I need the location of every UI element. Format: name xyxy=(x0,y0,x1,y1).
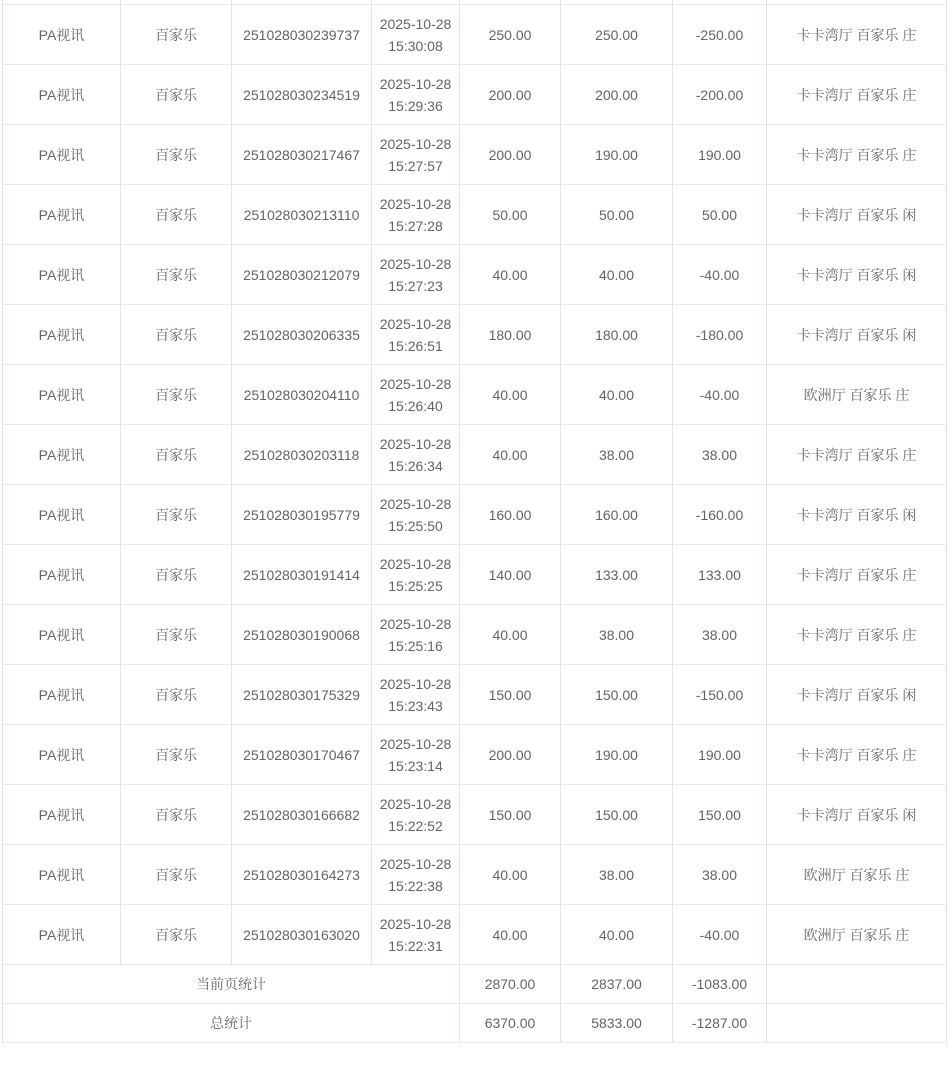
table-row xyxy=(3,545,947,605)
cell-bet-time: 2025-10-28 15:27:28 xyxy=(372,185,460,245)
cell-platform: PA视讯 xyxy=(3,485,121,545)
cell-table-info: 卡卡湾厅 百家乐 闲 xyxy=(767,785,947,845)
cell-bet-amount: 40.00 xyxy=(460,845,561,905)
cell-order-number: 251028030212079 xyxy=(232,245,372,305)
table-row xyxy=(3,725,947,785)
cell-table-info: 卡卡湾厅 百家乐 庄 xyxy=(767,5,947,65)
cell-order-number: 251028030234519 xyxy=(232,65,372,125)
cell-order-number: 251028030164273 xyxy=(232,845,372,905)
cell-order-number: 251028030191414 xyxy=(232,545,372,605)
cell-order-number: 251028030217467 xyxy=(232,125,372,185)
cell-game: 百家乐 xyxy=(121,125,232,185)
cell-order-number: 251028030175329 xyxy=(232,665,372,725)
cell-bet-amount: 40.00 xyxy=(460,245,561,305)
cell-platform: PA视讯 xyxy=(3,665,121,725)
cell-bet-time: 2025-10-28 15:27:23 xyxy=(372,245,460,305)
cell-order-number: 251028030204110 xyxy=(232,365,372,425)
cell-bet-time: 2025-10-28 15:29:36 xyxy=(372,65,460,125)
summary-label: 总统计 xyxy=(3,1004,460,1043)
table-row xyxy=(3,125,947,185)
cell-win-loss: 38.00 xyxy=(673,845,767,905)
table-row xyxy=(3,605,947,665)
cell-bet-amount: 40.00 xyxy=(460,365,561,425)
cell-valid-amount: 250.00 xyxy=(561,5,673,65)
cell-order-number: 251028030239737 xyxy=(232,5,372,65)
cell-bet-time: 2025-10-28 15:22:31 xyxy=(372,905,460,965)
summary-bet-amount: 6370.00 xyxy=(460,1004,561,1043)
cell-game: 百家乐 xyxy=(121,605,232,665)
cell-valid-amount: 40.00 xyxy=(561,905,673,965)
cell-game: 百家乐 xyxy=(121,785,232,845)
cell-bet-amount: 200.00 xyxy=(460,65,561,125)
cell-valid-amount: 133.00 xyxy=(561,545,673,605)
cell-bet-time: 2025-10-28 15:22:38 xyxy=(372,845,460,905)
cell-game: 百家乐 xyxy=(121,905,232,965)
cell-win-loss: -180.00 xyxy=(673,305,767,365)
summary-empty-cell xyxy=(767,965,947,1004)
summary-win-loss: -1083.00 xyxy=(673,965,767,1004)
cell-bet-time: 2025-10-28 15:27:57 xyxy=(372,125,460,185)
cell-win-loss: 38.00 xyxy=(673,425,767,485)
table-body xyxy=(3,0,947,965)
cell-win-loss: 50.00 xyxy=(673,185,767,245)
cell-platform: PA视讯 xyxy=(3,185,121,245)
cell-order-number: 251028030166682 xyxy=(232,785,372,845)
cell-order-number: 251028030195779 xyxy=(232,485,372,545)
cell-platform: PA视讯 xyxy=(3,545,121,605)
cell-game: 百家乐 xyxy=(121,425,232,485)
summary-win-loss: -1287.00 xyxy=(673,1004,767,1043)
cell-platform: PA视讯 xyxy=(3,845,121,905)
cell-valid-amount: 150.00 xyxy=(561,665,673,725)
cell-table-info: 卡卡湾厅 百家乐 闲 xyxy=(767,305,947,365)
cell-bet-time: 2025-10-28 15:23:43 xyxy=(372,665,460,725)
table-row xyxy=(3,905,947,965)
cell-table-info: 卡卡湾厅 百家乐 庄 xyxy=(767,725,947,785)
cell-platform: PA视讯 xyxy=(3,785,121,845)
cell-valid-amount: 180.00 xyxy=(561,305,673,365)
cell-table-info: 欧洲厅 百家乐 庄 xyxy=(767,905,947,965)
cell-bet-amount: 150.00 xyxy=(460,785,561,845)
cell-game: 百家乐 xyxy=(121,725,232,785)
cell-bet-time: 2025-10-28 15:22:52 xyxy=(372,785,460,845)
cell-win-loss: -250.00 xyxy=(673,5,767,65)
cell-table-info: 卡卡湾厅 百家乐 闲 xyxy=(767,245,947,305)
cell-platform: PA视讯 xyxy=(3,905,121,965)
cell-bet-amount: 250.00 xyxy=(460,5,561,65)
cell-game: 百家乐 xyxy=(121,65,232,125)
cell-platform: PA视讯 xyxy=(3,65,121,125)
cell-platform: PA视讯 xyxy=(3,125,121,185)
table-row xyxy=(3,305,947,365)
current-page-summary-row xyxy=(3,965,947,1004)
cell-valid-amount: 50.00 xyxy=(561,185,673,245)
cell-table-info: 欧洲厅 百家乐 庄 xyxy=(767,845,947,905)
cell-game: 百家乐 xyxy=(121,185,232,245)
cell-win-loss: -150.00 xyxy=(673,665,767,725)
cell-win-loss: 38.00 xyxy=(673,605,767,665)
cell-bet-time: 2025-10-28 15:30:08 xyxy=(372,5,460,65)
cell-bet-time: 2025-10-28 15:26:34 xyxy=(372,425,460,485)
cell-valid-amount: 38.00 xyxy=(561,605,673,665)
table-row xyxy=(3,365,947,425)
cell-table-info: 卡卡湾厅 百家乐 闲 xyxy=(767,665,947,725)
cell-platform: PA视讯 xyxy=(3,245,121,305)
cell-bet-time: 2025-10-28 15:23:14 xyxy=(372,725,460,785)
cell-win-loss: -40.00 xyxy=(673,905,767,965)
cell-win-loss: 190.00 xyxy=(673,125,767,185)
cell-platform: PA视讯 xyxy=(3,725,121,785)
cell-valid-amount: 38.00 xyxy=(561,845,673,905)
cell-game: 百家乐 xyxy=(121,245,232,305)
table-row xyxy=(3,485,947,545)
cell-bet-amount: 40.00 xyxy=(460,905,561,965)
cell-win-loss: -40.00 xyxy=(673,245,767,305)
cell-valid-amount: 40.00 xyxy=(561,245,673,305)
cell-table-info: 卡卡湾厅 百家乐 庄 xyxy=(767,125,947,185)
cell-win-loss: -160.00 xyxy=(673,485,767,545)
cell-bet-amount: 40.00 xyxy=(460,605,561,665)
summary-valid-amount: 2837.00 xyxy=(561,965,673,1004)
cell-bet-amount: 200.00 xyxy=(460,725,561,785)
cell-valid-amount: 190.00 xyxy=(561,125,673,185)
cell-bet-time: 2025-10-28 15:26:40 xyxy=(372,365,460,425)
cell-game: 百家乐 xyxy=(121,845,232,905)
cell-valid-amount: 150.00 xyxy=(561,785,673,845)
cell-platform: PA视讯 xyxy=(3,5,121,65)
cell-bet-amount: 180.00 xyxy=(460,305,561,365)
table-footer xyxy=(3,965,947,1043)
cell-platform: PA视讯 xyxy=(3,425,121,485)
cell-bet-time: 2025-10-28 15:26:51 xyxy=(372,305,460,365)
summary-bet-amount: 2870.00 xyxy=(460,965,561,1004)
cell-table-info: 卡卡湾厅 百家乐 闲 xyxy=(767,485,947,545)
cell-game: 百家乐 xyxy=(121,5,232,65)
cell-bet-amount: 40.00 xyxy=(460,425,561,485)
cell-order-number: 251028030163020 xyxy=(232,905,372,965)
table-row xyxy=(3,5,947,65)
cell-win-loss: 150.00 xyxy=(673,785,767,845)
cell-platform: PA视讯 xyxy=(3,365,121,425)
cell-game: 百家乐 xyxy=(121,665,232,725)
cell-table-info: 卡卡湾厅 百家乐 庄 xyxy=(767,545,947,605)
table-row xyxy=(3,665,947,725)
table-row xyxy=(3,245,947,305)
cell-game: 百家乐 xyxy=(121,485,232,545)
cell-bet-amount: 160.00 xyxy=(460,485,561,545)
cell-bet-amount: 140.00 xyxy=(460,545,561,605)
cell-valid-amount: 190.00 xyxy=(561,725,673,785)
table-row xyxy=(3,185,947,245)
cell-table-info: 卡卡湾厅 百家乐 闲 xyxy=(767,185,947,245)
table-row xyxy=(3,785,947,845)
cell-bet-time: 2025-10-28 15:25:16 xyxy=(372,605,460,665)
summary-valid-amount: 5833.00 xyxy=(561,1004,673,1043)
cell-table-info: 卡卡湾厅 百家乐 庄 xyxy=(767,605,947,665)
cell-table-info: 卡卡湾厅 百家乐 庄 xyxy=(767,65,947,125)
cell-valid-amount: 160.00 xyxy=(561,485,673,545)
summary-label: 当前页统计 xyxy=(3,965,460,1004)
cell-valid-amount: 40.00 xyxy=(561,365,673,425)
table-row xyxy=(3,845,947,905)
cell-game: 百家乐 xyxy=(121,305,232,365)
cell-win-loss: -200.00 xyxy=(673,65,767,125)
cell-bet-amount: 150.00 xyxy=(460,665,561,725)
cell-order-number: 251028030170467 xyxy=(232,725,372,785)
cell-bet-time: 2025-10-28 15:25:25 xyxy=(372,545,460,605)
cell-game: 百家乐 xyxy=(121,545,232,605)
cell-bet-amount: 200.00 xyxy=(460,125,561,185)
cell-win-loss: -40.00 xyxy=(673,365,767,425)
total-summary-row xyxy=(3,1004,947,1043)
cell-platform: PA视讯 xyxy=(3,305,121,365)
cell-valid-amount: 200.00 xyxy=(561,65,673,125)
cell-order-number: 251028030206335 xyxy=(232,305,372,365)
cell-platform: PA视讯 xyxy=(3,605,121,665)
bet-records-table xyxy=(2,0,947,1043)
cell-valid-amount: 38.00 xyxy=(561,425,673,485)
cell-table-info: 欧洲厅 百家乐 庄 xyxy=(767,365,947,425)
cell-win-loss: 133.00 xyxy=(673,545,767,605)
table-row xyxy=(3,65,947,125)
cell-order-number: 251028030203118 xyxy=(232,425,372,485)
cell-order-number: 251028030213110 xyxy=(232,185,372,245)
summary-empty-cell xyxy=(767,1004,947,1043)
cell-bet-time: 2025-10-28 15:25:50 xyxy=(372,485,460,545)
cell-bet-amount: 50.00 xyxy=(460,185,561,245)
cell-game: 百家乐 xyxy=(121,365,232,425)
cell-win-loss: 190.00 xyxy=(673,725,767,785)
cell-table-info: 卡卡湾厅 百家乐 庄 xyxy=(767,425,947,485)
table-row xyxy=(3,425,947,485)
cell-order-number: 251028030190068 xyxy=(232,605,372,665)
